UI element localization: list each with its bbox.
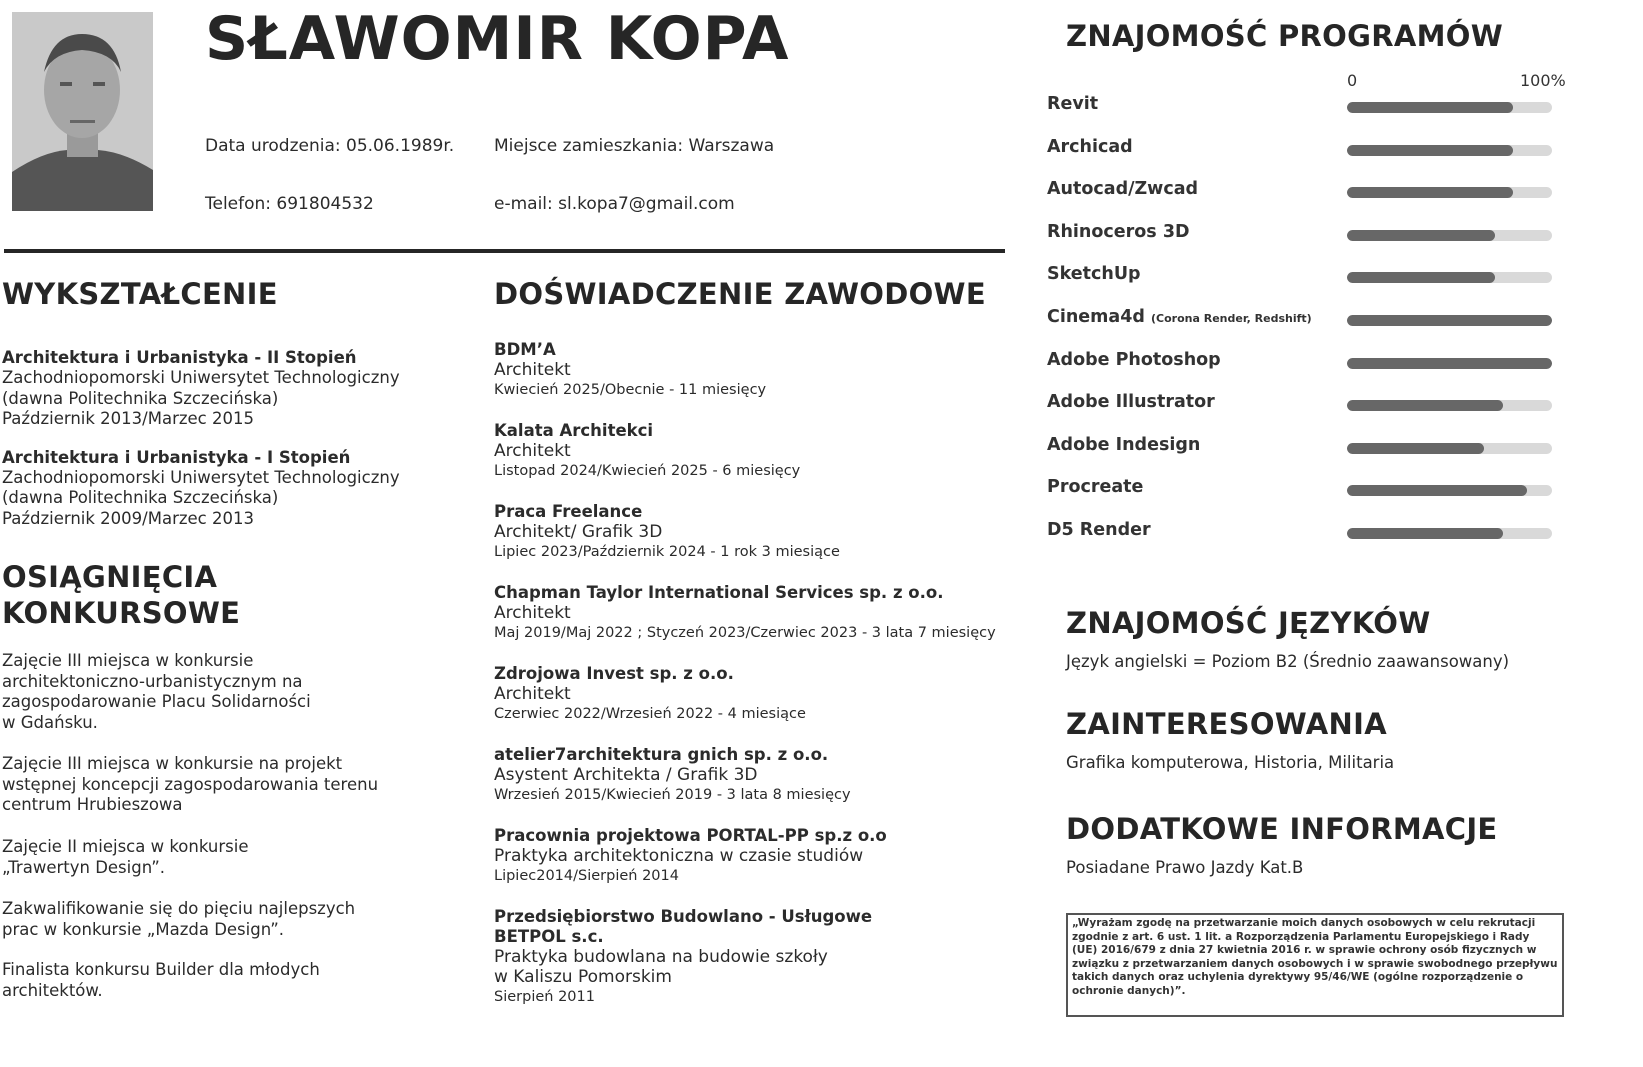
skill-level-bar [1347, 315, 1552, 326]
job-company: atelier7architektura gnich sp. z o.o. [494, 745, 829, 764]
achievement-line: zagospodarowanie Placu Solidarności [2, 692, 311, 711]
experience-list [494, 340, 1014, 1028]
scale-max-label: 100% [1520, 71, 1566, 90]
skill-label: Cinema4d [1047, 306, 1145, 327]
skill-name [1047, 350, 1221, 370]
achievement-item [2, 960, 442, 1001]
skill-row [1047, 175, 1627, 218]
skill-name [1047, 179, 1198, 199]
education-former-name: (dawna Politechnika Szczecińska) [2, 388, 279, 408]
achievement-line: w Gdańsku. [2, 712, 98, 732]
job-entry [494, 583, 1014, 644]
job-dates: Sierpień 2011 [494, 989, 595, 1005]
job-dates: Wrzesień 2015/Kwiecień 2019 - 3 lata 8 miesięcy [494, 787, 851, 803]
skill-level-bar [1347, 102, 1552, 113]
job-role-line2: w Kaliszu Pomorskim [494, 967, 672, 987]
achievements-heading-line2: KONKURSOWE [2, 596, 241, 630]
skill-level-fill [1347, 358, 1552, 369]
job-dates: Kwiecień 2025/Obecnie - 11 miesięcy [494, 382, 767, 398]
languages-heading: ZNAJOMOŚĆ JĘZYKÓW [1066, 606, 1431, 640]
skill-level-fill [1347, 400, 1503, 411]
job-company: Chapman Taylor International Services sp. z o.o. [494, 583, 944, 602]
skill-row [1047, 473, 1627, 516]
job-dates: Lipiec2014/Sierpień 2014 [494, 868, 679, 884]
education-list [2, 348, 462, 547]
job-role: Praktyka architektoniczna w czasie studiów [494, 846, 864, 866]
skill-level-bar [1347, 187, 1552, 198]
skill-label: Rhinoceros 3D [1047, 221, 1190, 242]
skill-level-fill [1347, 230, 1495, 241]
skill-row [1047, 133, 1627, 176]
skill-level-fill [1347, 485, 1527, 496]
skill-level-bar [1347, 230, 1552, 241]
achievements-heading-line1: OSIĄGNIĘCIA [2, 560, 218, 594]
skill-level-bar [1347, 528, 1552, 539]
skill-name [1047, 307, 1312, 327]
job-role: Architekt [494, 441, 571, 461]
skill-level-bar [1347, 358, 1552, 369]
skill-level-bar [1347, 485, 1552, 496]
achievement-line: „Trawertyn Design”. [2, 857, 166, 877]
skill-name [1047, 392, 1215, 412]
skill-label: Adobe Indesign [1047, 434, 1201, 455]
job-dates: Czerwiec 2022/Wrzesień 2022 - 4 miesiące [494, 706, 806, 722]
achievement-line: Zajęcie III miejsca w konkursie na projekt [2, 754, 343, 773]
skill-name [1047, 222, 1190, 242]
achievement-line: prac w konkursie „Mazda Design”. [2, 919, 285, 939]
profile-photo [12, 12, 153, 211]
job-dates: Maj 2019/Maj 2022 ; Styczeń 2023/Czerwiec 2023 - 3 lata 7 miesięcy [494, 625, 996, 641]
email: e-mail: sl.kopa7@gmail.com [494, 194, 735, 214]
job-dates: Lipiec 2023/Październik 2024 - 1 rok 3 miesiące [494, 544, 840, 560]
job-company: Praca Freelance [494, 502, 643, 521]
skill-row [1047, 346, 1627, 389]
job-entry [494, 421, 1014, 482]
job-entry [494, 502, 1014, 563]
skill-name [1047, 137, 1133, 157]
skill-level-fill [1347, 145, 1513, 156]
education-school: Zachodniopomorski Uniwersytet Technologiczny [2, 467, 400, 487]
job-company: Zdrojowa Invest sp. z o.o. [494, 664, 734, 683]
job-role: Praktyka budowlana na budowie szkoły [494, 947, 828, 967]
residence: Miejsce zamieszkania: Warszawa [494, 136, 775, 156]
job-role: Architekt [494, 603, 571, 623]
job-company: Pracownia projektowa PORTAL-PP sp.z o.o [494, 826, 887, 845]
skill-name [1047, 264, 1141, 284]
education-former-name: (dawna Politechnika Szczecińska) [2, 488, 279, 507]
job-entry [494, 907, 1014, 1008]
gdpr-consent: „Wyrażam zgodę na przetwarzanie moich danych osobowych w celu rekrutacji zgodnie z art. 6 ust. 1 lit. a Rozporządzenia Parlamentu Europejskiego i Rady (UE) 2016/679 z dnia 27 kwietnia 2016 r. w sprawie ochrony osób fizycznych w związku z przetwarzaniem danych osobowych i w sprawie swobodnego przepływu takich danych oraz uchylenia dyrektywy 95/46/WE (ogólne rozporządzenie o ochronie danych)”. [1066, 913, 1564, 1017]
candidate-name: SŁAWOMIR KOPA [205, 4, 790, 74]
languages-text: Język angielski = Poziom B2 (Średnio zaawansowany) [1066, 652, 1510, 671]
skill-level-fill [1347, 528, 1503, 539]
software-heading: ZNAJOMOŚĆ PROGRAMÓW [1066, 19, 1503, 53]
skill-name [1047, 520, 1151, 540]
achievement-line: Zajęcie III miejsca w konkursie [2, 651, 254, 670]
skill-row [1047, 218, 1627, 261]
experience-heading: DOŚWIADCZENIE ZAWODOWE [494, 277, 986, 311]
interests-text: Grafika komputerowa, Historia, Militaria [1066, 753, 1395, 772]
birth-date: Data urodzenia: 05.06.1989r. [205, 136, 455, 156]
skill-level-bar [1347, 145, 1552, 156]
achievement-item [2, 651, 442, 733]
education-title: Architektura i Urbanistyka - II Stopień [2, 348, 357, 367]
job-company: BDM’A [494, 340, 556, 359]
skill-name [1047, 435, 1200, 455]
skill-label: Archicad [1047, 136, 1133, 157]
job-dates: Listopad 2024/Kwiecień 2025 - 6 miesięcy [494, 463, 801, 479]
job-entry [494, 340, 1014, 401]
header-divider [4, 249, 1005, 253]
skill-level-fill [1347, 272, 1495, 283]
achievement-line: Finalista konkursu Builder dla młodych [2, 960, 320, 979]
skill-level-fill [1347, 102, 1513, 113]
skill-row [1047, 431, 1627, 474]
skill-label: Autocad/Zwcad [1047, 179, 1199, 200]
skill-level-bar [1347, 272, 1552, 283]
skill-label: Procreate [1047, 477, 1144, 498]
job-company: Kalata Architekci [494, 421, 654, 440]
achievement-line: Zajęcie II miejsca w konkursie [2, 837, 249, 856]
job-role: Architekt [494, 684, 571, 704]
education-title: Architektura i Urbanistyka - I Stopień [2, 447, 351, 467]
skill-label: Revit [1047, 94, 1099, 114]
skill-row [1047, 260, 1627, 303]
skill-label: Adobe Photoshop [1047, 349, 1221, 370]
skill-label: Adobe Illustrator [1047, 392, 1215, 413]
achievement-item [2, 899, 442, 940]
skill-label: D5 Render [1047, 519, 1151, 540]
interests-heading: ZAINTERESOWANIA [1066, 707, 1387, 741]
education-item [2, 348, 462, 430]
phone: Telefon: 691804532 [205, 194, 374, 214]
education-dates: Październik 2009/Marzec 2013 [2, 508, 254, 528]
achievement-item [2, 754, 442, 816]
skill-level-fill [1347, 315, 1552, 326]
job-role: Architekt [494, 360, 571, 380]
additional-heading: DODATKOWE INFORMACJE [1066, 812, 1498, 846]
skill-row [1047, 388, 1627, 431]
skill-name [1047, 477, 1143, 497]
job-company: Przedsiębiorstwo Budowlano - Usługowe [494, 907, 873, 926]
education-item [2, 448, 462, 530]
skill-label: SketchUp [1047, 264, 1141, 285]
achievement-line: Zakwalifikowanie się do pięciu najlepszych [2, 899, 356, 918]
achievement-line: wstępnej koncepcji zagospodarowania terenu [2, 774, 379, 794]
education-heading: WYKSZTAŁCENIE [2, 277, 278, 311]
skill-level-bar [1347, 400, 1552, 411]
achievement-item [2, 837, 442, 878]
achievement-line: architektoniczno-urbanistycznym na [2, 671, 303, 691]
achievement-line: centrum Hrubieszowa [2, 795, 183, 814]
skill-row [1047, 516, 1627, 559]
education-dates: Październik 2013/Marzec 2015 [2, 409, 254, 428]
skill-row [1047, 90, 1627, 133]
skill-name [1047, 94, 1098, 114]
skill-row [1047, 303, 1627, 346]
job-role: Asystent Architekta / Grafik 3D [494, 765, 758, 785]
education-school: Zachodniopomorski Uniwersytet Technologiczny [2, 368, 400, 387]
job-entry [494, 745, 1014, 806]
software-skill-list [1047, 90, 1627, 559]
skill-note: (Corona Render, Redshift) [1151, 311, 1312, 325]
job-role: Architekt/ Grafik 3D [494, 522, 663, 542]
job-entry [494, 664, 1014, 725]
skill-level-fill [1347, 443, 1484, 454]
achievement-line: architektów. [2, 980, 103, 1000]
job-company-line2: BETPOL s.c. [494, 927, 604, 946]
scale-min-label: 0 [1347, 71, 1358, 90]
job-entry [494, 826, 1014, 887]
skill-level-bar [1347, 443, 1552, 454]
skill-level-fill [1347, 187, 1513, 198]
additional-text: Posiadane Prawo Jazdy Kat.B [1066, 858, 1304, 877]
